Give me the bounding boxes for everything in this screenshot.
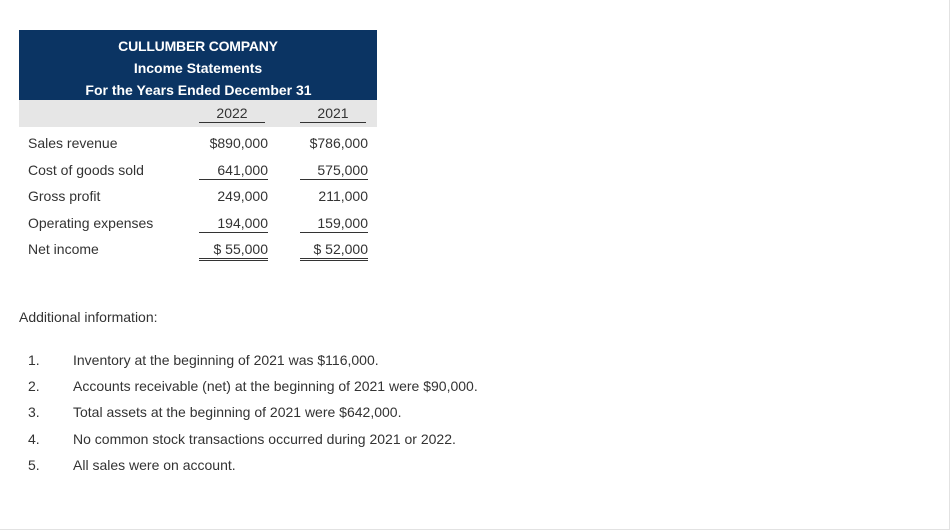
statement-header (19, 30, 377, 100)
table-row (19, 158, 377, 185)
item-number: 1. (28, 352, 40, 368)
item-number: 4. (28, 430, 40, 447)
company-name: CULLUMBER COMPANY (118, 38, 278, 54)
value-2021: 575,000 (300, 162, 368, 180)
table-row (19, 184, 377, 211)
value-2022: 249,000 (217, 188, 268, 204)
item-number: 2. (28, 378, 40, 395)
item-number: 3. (28, 404, 40, 421)
value-2021: $786,000 (309, 135, 368, 151)
value-2022: $890,000 (209, 135, 268, 151)
year-header-row (19, 100, 377, 127)
row-label: Net income (28, 241, 99, 257)
statement-period: For the Years Ended December 31 (85, 82, 312, 98)
item-text: All sales were on account. (73, 456, 236, 473)
value-2022: 194,000 (199, 215, 268, 233)
year-2022-header: 2022 (199, 105, 265, 123)
item-text: Total assets at the beginning of 2021 were $642,000. (73, 404, 402, 421)
year-2021-header: 2021 (300, 105, 366, 123)
row-label: Operating expenses (28, 214, 154, 231)
row-label: Cost of goods sold (28, 161, 144, 178)
table-row (19, 211, 377, 238)
table-row (19, 131, 377, 158)
value-2021: $ 52,000 (300, 241, 368, 261)
value-2022: 641,000 (199, 162, 268, 180)
value-2021: 159,000 (300, 215, 368, 233)
item-text: Accounts receivable (net) at the beginning of 2021 were $90,000. (73, 378, 478, 395)
value-2022: $ 55,000 (199, 241, 268, 261)
row-label: Gross profit (28, 188, 101, 204)
row-label: Sales revenue (28, 135, 118, 151)
income-statement-table (19, 30, 377, 264)
additional-info-heading: Additional information: (19, 309, 158, 325)
item-number: 5. (28, 456, 40, 473)
statement-title: Income Statements (133, 60, 263, 76)
item-text: Inventory at the beginning of 2021 was $116,000. (73, 352, 379, 368)
item-text: No common stock transactions occurred during 2021 or 2022. (73, 430, 456, 447)
table-row (19, 237, 377, 264)
value-2021: 211,000 (318, 188, 368, 204)
